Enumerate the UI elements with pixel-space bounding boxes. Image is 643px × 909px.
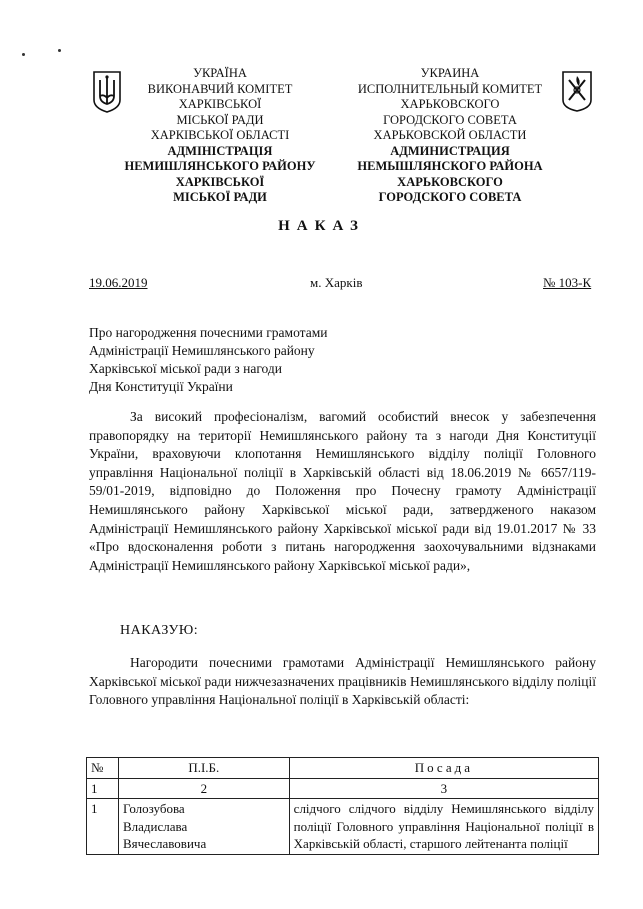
- subject-line: Дня Конституції України: [89, 379, 233, 394]
- subject-line: Адміністрації Немишлянського району: [89, 343, 315, 358]
- row-name: [118, 799, 289, 855]
- table-header-row: [87, 758, 599, 779]
- header-right-line: ХАРЬКОВСКОГО: [400, 97, 500, 111]
- row-position: слідчого слідчого відділу Немишлянського відділу поліції Головного управління Національної поліції в Харківській області, старшого лейтенанта поліції: [289, 799, 598, 855]
- column-number: 2: [118, 778, 289, 799]
- award-paragraph: Нагородити почесними грамотами Адміністрації Немишлянського району Харківської міської ради нижчезазначених працівників Немишлянського відділу поліції Головного управління Національної поліції в Харківській області:: [89, 655, 596, 708]
- name-line: Голозубова: [122, 801, 185, 816]
- subject-line: Про нагородження почесними грамотами: [89, 325, 328, 340]
- header-left-bold-line: АДМІНІСТРАЦІЯ: [167, 143, 273, 158]
- order-city: м. Харків: [310, 275, 363, 290]
- order-date: 19.06.2019: [89, 275, 148, 290]
- order-number: № 103-К: [543, 275, 592, 290]
- column-number: 1: [87, 778, 119, 799]
- scan-speck: [58, 49, 61, 52]
- header-left-line: ХАРКІВСЬКОЇ ОБЛАСТІ: [150, 128, 290, 142]
- scan-speck: [22, 53, 25, 56]
- header-right-bold-line: АДМИНИСТРАЦИЯ: [390, 143, 510, 158]
- header-right-line: ИСПОЛНИТЕЛЬНЫЙ КОМИТЕТ: [357, 81, 543, 96]
- column-header-number: №: [87, 758, 119, 779]
- header-right: [338, 66, 562, 206]
- document-title: НАКАЗ: [278, 218, 365, 234]
- header-left-line: УКРАЇНА: [193, 66, 247, 80]
- header-left-bold-line: ХАРКІВСЬКОЇ: [175, 174, 265, 189]
- column-header-position: Посада: [289, 758, 598, 779]
- header-right-bold-line: НЕМЫШЛЯНСКОГО РАЙОНА: [357, 159, 543, 173]
- column-header-name: П.І.Б.: [118, 758, 289, 779]
- header-left-bold-line: МІСЬКОЇ РАДИ: [173, 190, 267, 204]
- row-number: 1: [87, 799, 119, 855]
- header-left-line: ХАРКІВСЬКОЇ: [178, 97, 262, 111]
- header-left: [110, 66, 330, 206]
- order-heading: НАКАЗУЮ:: [120, 623, 199, 638]
- header-left-bold-line: НЕМИШЛЯНСЬКОГО РАЙОНУ: [124, 159, 316, 173]
- header-right-line: ХАРЬКОВСКОЙ ОБЛАСТИ: [373, 128, 527, 142]
- preamble-paragraph: За високий професіоналізм, вагомий особистий внесок у забезпечення правопорядку на території Немишлянського району та з нагоди Дня Конституції України, враховуючи клопотання Немишлянського відділу поліції Головного управління Національної поліції в Харківській області від 18.06.2019 № 6657/119-59/01-2019, відповідно до Положення про Почесну грамоту Адміністрації Немишлянського району Харківської міської ради, затвердженого наказом Адміністрації Немишлянського району Харківської міської ради від 19.01.2017 № 33 «Про вдосконалення роботи з питань нагородження заохочувальними відзнаками Адміністрації Немишлянського району Харківської міської ради»,: [89, 409, 596, 573]
- table-row: [87, 799, 599, 855]
- header-right-bold-line: ГОРОДСКОГО СОВЕТА: [378, 190, 522, 204]
- header-left-line: МІСЬКОЇ РАДИ: [176, 112, 264, 127]
- header-right-line: УКРАИНА: [420, 66, 480, 80]
- awardees-table: [86, 757, 599, 855]
- order-subject: [89, 324, 328, 396]
- column-number: 3: [289, 778, 598, 799]
- name-line: Владислава: [122, 818, 188, 834]
- kharkiv-coat-of-arms-icon: [561, 70, 593, 112]
- header-right-line: ГОРОДСКОГО СОВЕТА: [383, 112, 517, 127]
- name-line: Вячеславовича: [122, 836, 207, 851]
- subject-line: Харківської міської ради з нагоди: [89, 361, 282, 376]
- table-numbering-row: [87, 778, 599, 799]
- header-right-bold-line: ХАРЬКОВСКОГО: [397, 174, 503, 189]
- header-left-line: ВИКОНАВЧИЙ КОМІТЕТ: [147, 81, 293, 96]
